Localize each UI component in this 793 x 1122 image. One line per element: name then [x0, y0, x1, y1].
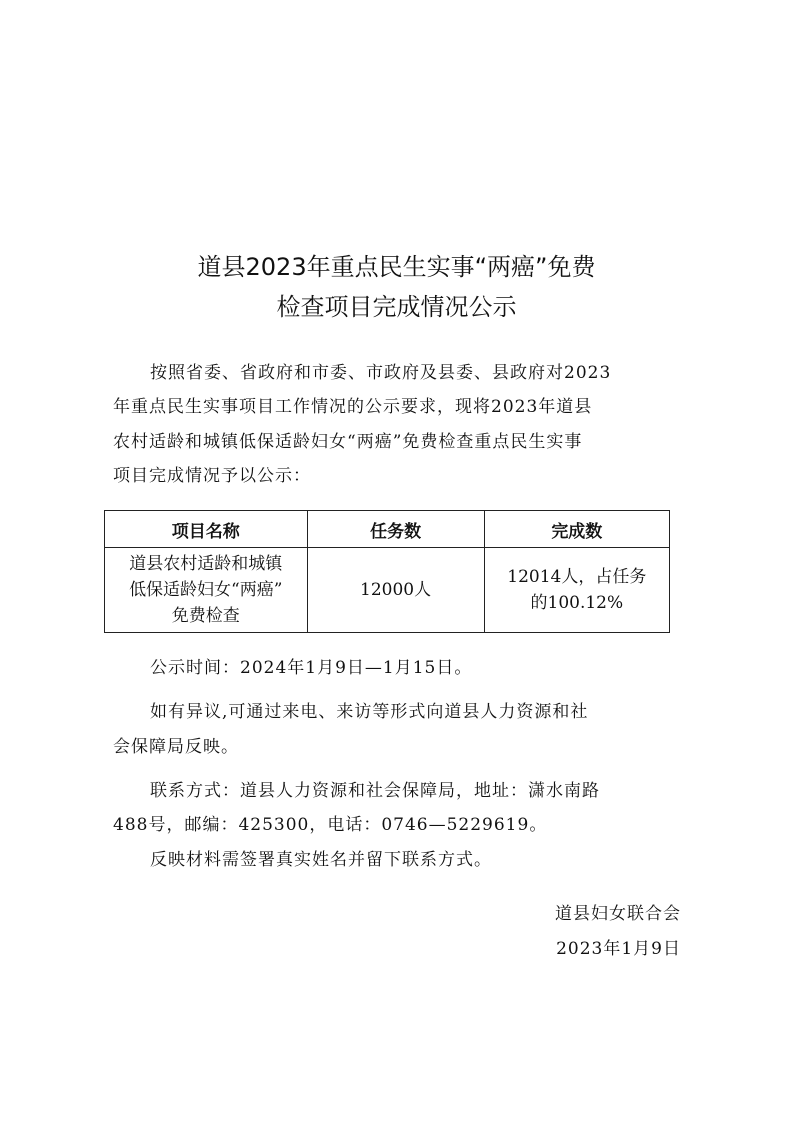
notice-time: 公示时间：2024年1月9日—1月15日。 — [150, 658, 473, 678]
table-row — [105, 548, 670, 633]
cell-project-name — [105, 548, 308, 633]
objection-line-1: 如有异议,可通过来电、来访等形式向道县人力资源和社 — [150, 702, 589, 722]
project-name-line-2: 低保适龄妇女“两癌” — [129, 580, 283, 600]
objection-line-2: 会保障局反映。 — [113, 737, 239, 757]
document-title-line-2: 检查项目完成情况公示 — [276, 293, 517, 321]
intro-paragraph-line-3: 农村适龄和城镇低保适龄妇女“两癌”免费检查重点民生实事 — [113, 432, 583, 452]
intro-paragraph-line-1: 按照省委、省政府和市委、市政府及县委、县政府对2023 — [150, 363, 612, 383]
signature-date: 2023年1月9日 — [556, 939, 681, 959]
intro-paragraph-line-2: 年重点民生实事项目工作情况的公示要求，现将2023年道县 — [113, 397, 593, 417]
cell-task-count: 12000人 — [307, 548, 484, 633]
requirement-text: 反映材料需签署真实姓名并留下联系方式。 — [150, 850, 492, 870]
header-project-name: 项目名称 — [105, 511, 308, 548]
document-title-line-1: 道县2023年重点民生实事“两癌”免费 — [197, 253, 596, 281]
contact-line-2: 488号，邮编：425300，电话：0746—5229619。 — [113, 815, 548, 835]
header-completed-count: 完成数 — [484, 511, 669, 548]
table-header-row — [105, 511, 670, 548]
signature-organization: 道县妇女联合会 — [555, 904, 681, 924]
project-name-line-1: 道县农村适龄和城镇 — [129, 554, 283, 574]
project-name-line-3: 免费检查 — [171, 606, 240, 626]
cell-completed-count — [484, 548, 669, 633]
results-table — [104, 510, 670, 633]
header-task-count: 任务数 — [307, 511, 484, 548]
contact-line-1: 联系方式：道县人力资源和社会保障局，地址：潇水南路 — [150, 781, 600, 801]
completed-line-1: 12014人，占任务 — [507, 567, 647, 587]
intro-paragraph-line-4: 项目完成情况予以公示： — [113, 466, 311, 486]
completed-line-2: 的100.12% — [530, 593, 624, 613]
